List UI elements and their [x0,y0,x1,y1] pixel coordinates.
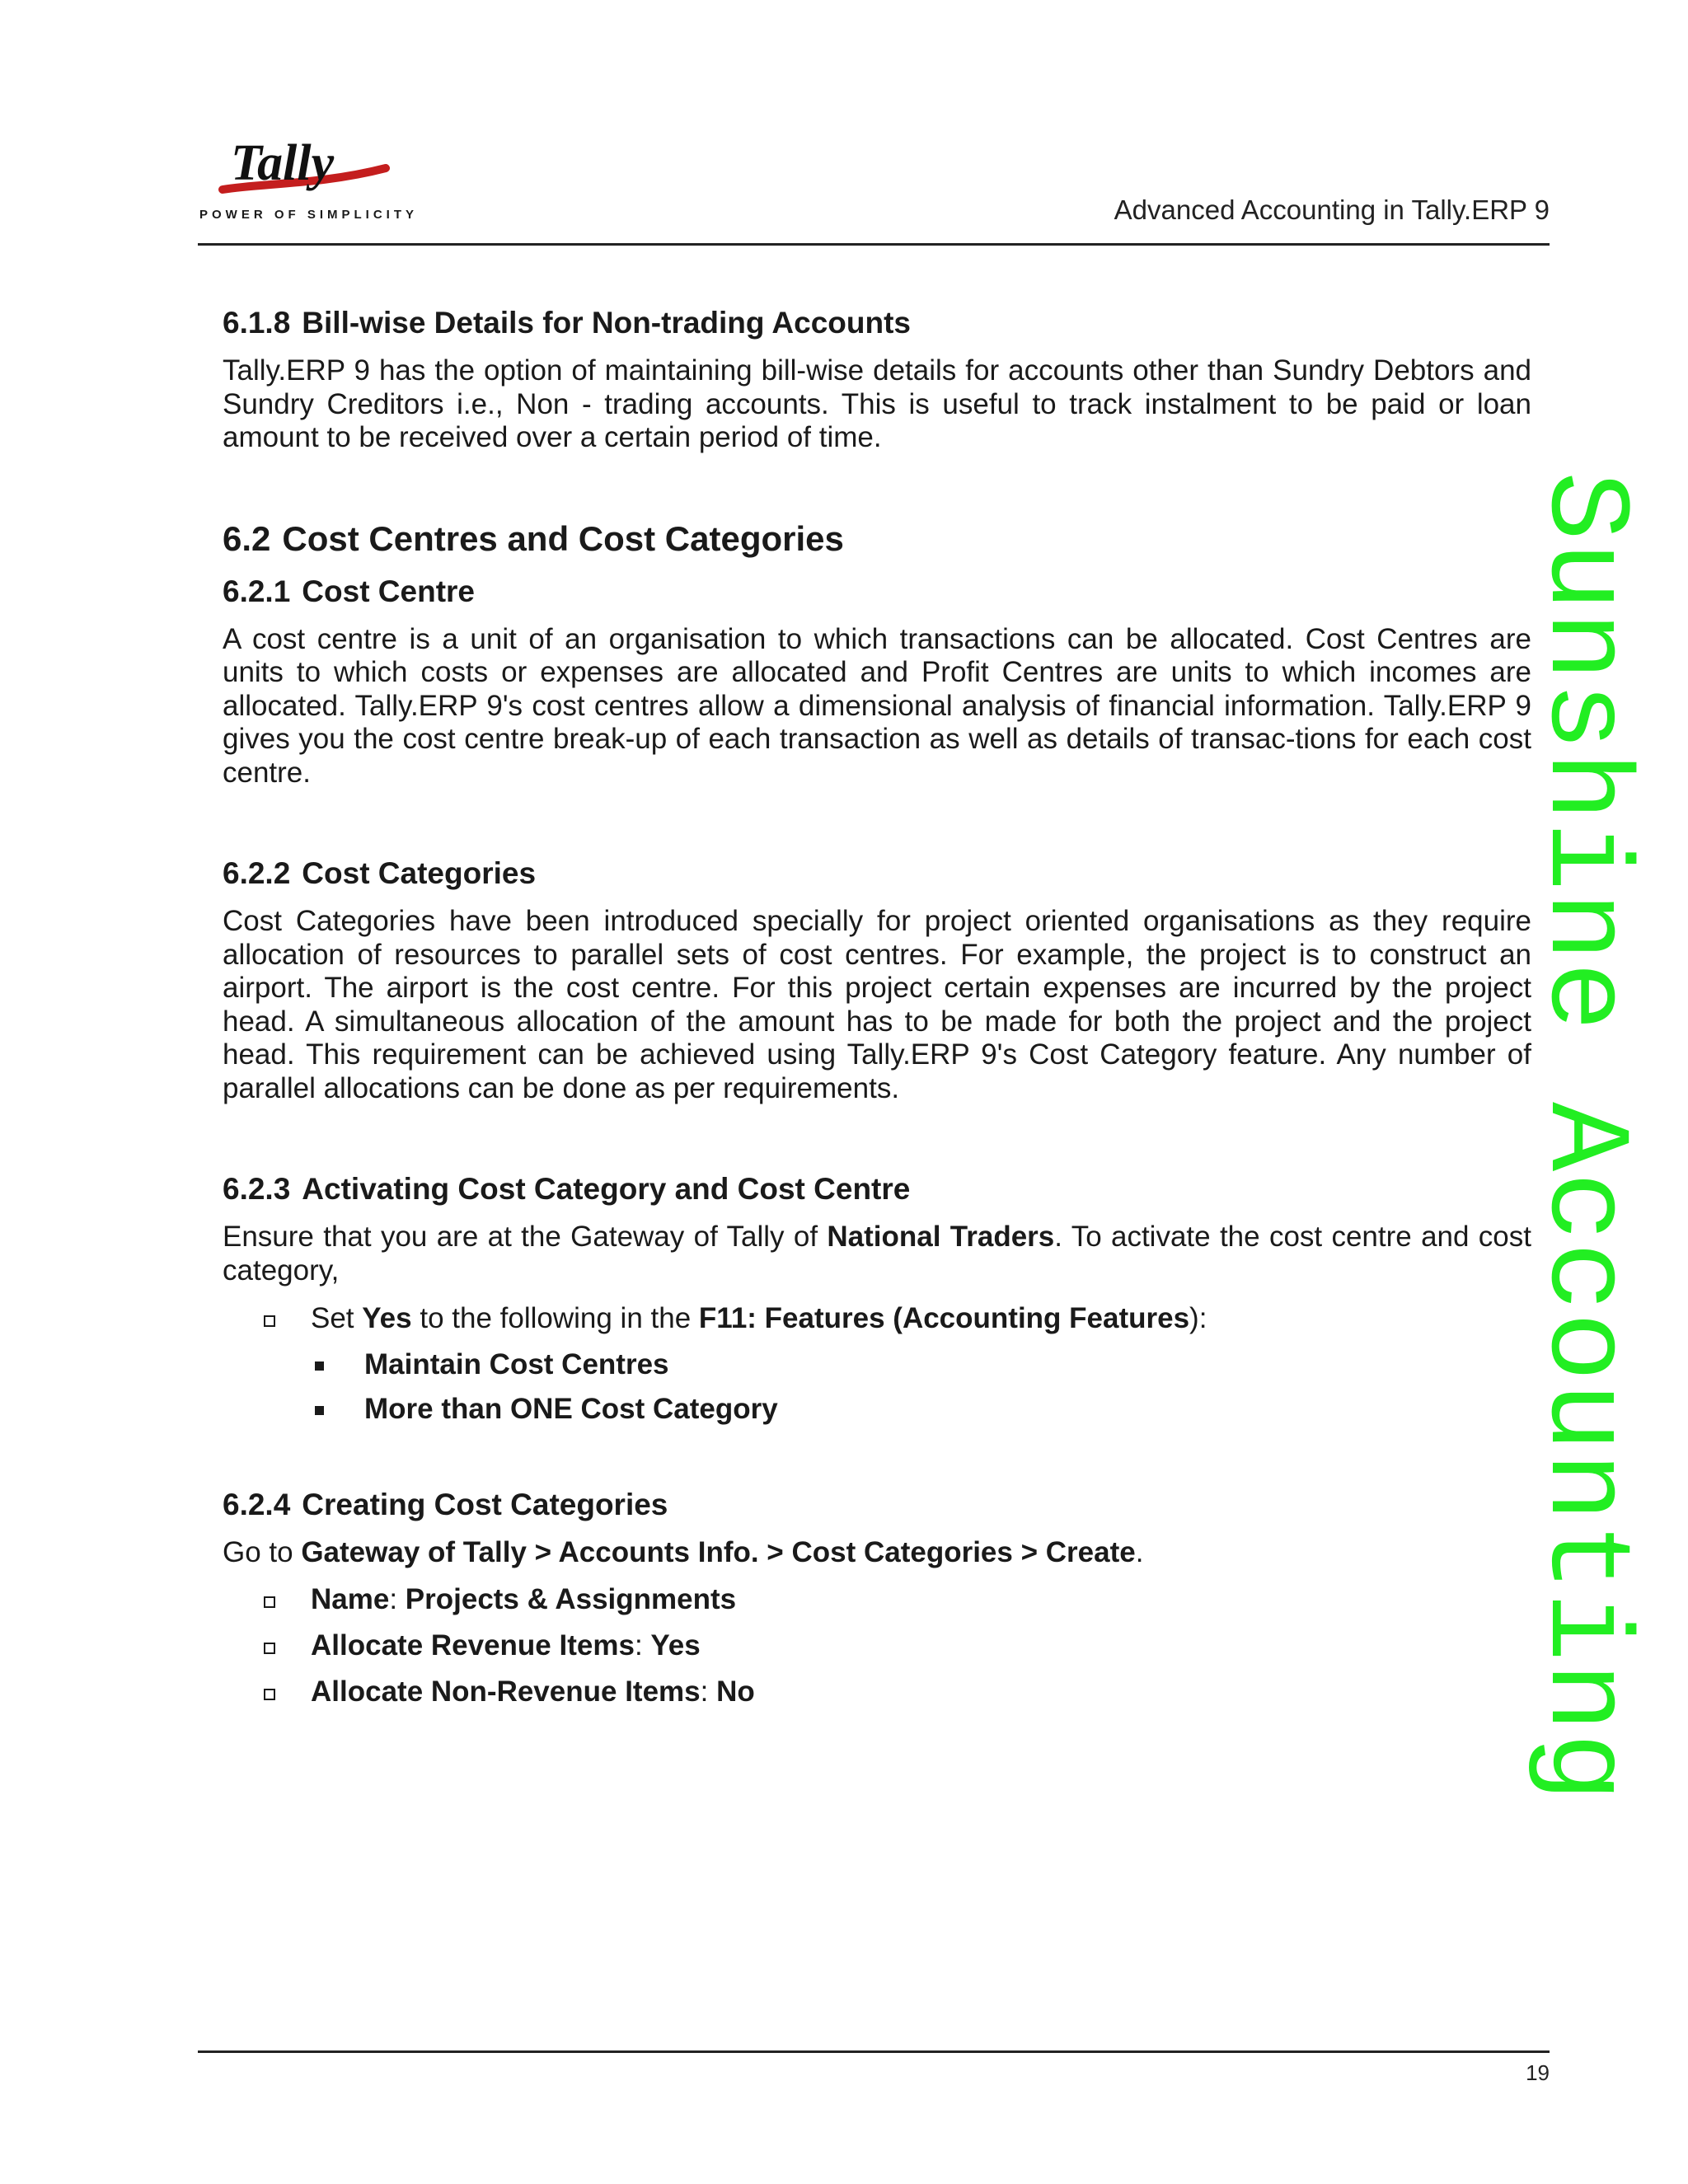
section-heading: 6.2.2 Cost Categories [223,856,537,890]
logo-text: Tally [231,135,335,191]
section-6-2-1 [223,572,1531,790]
header-title: Advanced Accounting in Tally.ERP 9 [1114,194,1550,225]
list-item: Allocate Revenue Items: Yes [223,1629,1531,1662]
tally-logo-icon [198,132,396,206]
list-item: Set Yes to the following in the F11: Features (Accounting Features): [223,1302,1531,1335]
section-heading: 6.1.8 Bill-wise Details for Non-trading Accounts [223,306,911,340]
page-header [198,132,1550,247]
header-divider [198,243,1550,246]
section-paragraph: Ensure that you are at the Gateway of Tally of National Traders. To activate the cost centre and cost category, [223,1221,1532,1286]
section-6-2-2 [223,854,1531,1105]
settings-list [223,1583,1531,1708]
watermark-text: Sunshine Accounting [1517,471,1648,1803]
list-item: Name: Projects & Assignments [223,1583,1531,1616]
footer-divider [198,2050,1550,2053]
section-paragraph: A cost centre is a unit of an organisation to which transactions can be allocated. Cost Centres are units to which costs or expenses are allocated and Profit Centres are units to which incomes are allocated. Tally.ERP 9's cost centres allow a dimensional analysis of financial information. Tally.ERP 9 gives you the cost centre break-up of each transaction as well as details of transac-tions for each cost centre. [223,622,1531,789]
section-6-2 [223,518,1531,560]
section-paragraph: Cost Categories have been introduced specially for project oriented organisations as they require allocation of resources to parallel sets of cost centres. For example, the project is to construct an airport. The airport is the cost centre. For this project certain expenses are incurred by the project head. A simultaneous allocation of the amount has to be made for both the project and the project head. This requirement can be achieved using Tally.ERP 9's Cost Category feature. Any number of parallel allocations can be done as per requirements. [223,905,1531,1104]
section-heading: 6.2.4 Creating Cost Categories [223,1488,668,1521]
section-6-2-4 [223,1485,1531,1708]
section-heading: 6.2.3 Activating Cost Category and Cost Centre [223,1172,911,1206]
page-content [223,303,1531,1708]
section-6-1-8 [223,303,1531,455]
section-6-2-3 [223,1169,1531,1426]
sub-list-item: Maintain Cost Centres [223,1348,1531,1381]
page-number: 19 [1526,2060,1550,2085]
sub-list-item: More than ONE Cost Category [223,1393,1531,1426]
feature-list [223,1302,1531,1426]
section-heading: 6.2.1 Cost Centre [223,574,475,608]
logo-tagline: POWER OF SIMPLICITY [199,208,419,222]
section-paragraph: Go to Gateway of Tally > Accounts Info. > Cost Categories > Create. [223,1536,1144,1568]
list-item: Allocate Non-Revenue Items: No [223,1675,1531,1708]
section-paragraph: Tally.ERP 9 has the option of maintaining bill-wise details for accounts other than Sundry Debtors and Sundry Creditors i.e., Non - trading accounts. This is useful to track instalment to be paid or loan amount to be received over a certain period of time. [223,354,1531,453]
chapter-heading: 6.2 Cost Centres and Cost Categories [223,518,844,558]
